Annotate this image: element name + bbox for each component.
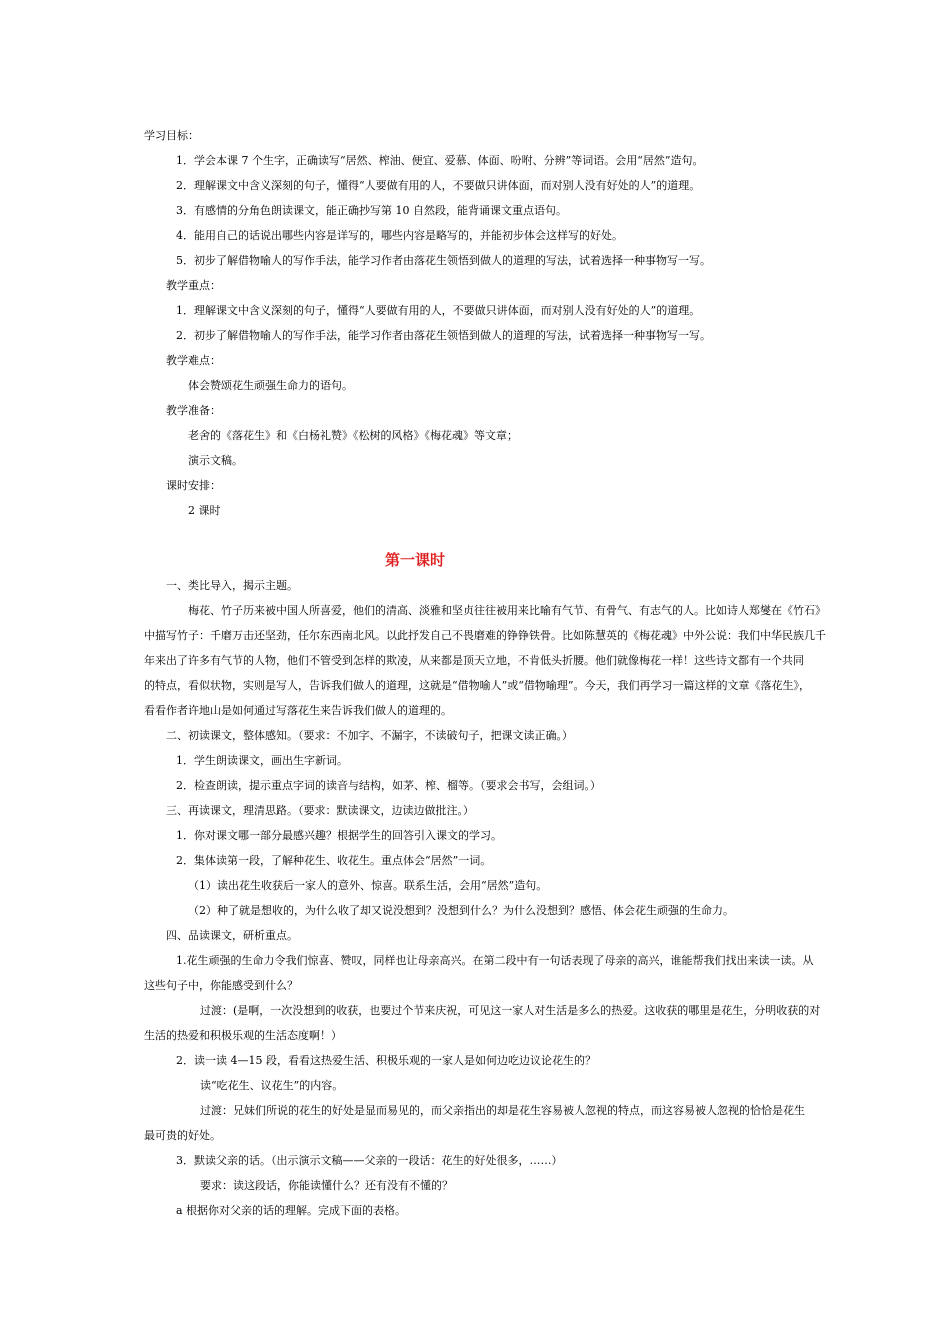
lesson-title: 第一课时 — [384, 551, 445, 569]
objective-item: 1．学会本课 7 个生字，正确读写“居然、榨油、便宜、爱慕、体面、吩咐、分辨”等词语。会用“居然”造句。 — [176, 154, 704, 167]
schedule-text: 2 课时 — [188, 504, 221, 517]
section4-transition-line: 过渡：兄妹们所说的花生的好处是显而易见的，而父亲指出的却是花生容易被人忽视的特点，而这容易被人忽视的恰恰是花生 — [200, 1104, 805, 1117]
section3-subitem: （1）读出花生收获后一家人的意外、惊喜。联系生活，会用“居然”造句。 — [188, 879, 548, 892]
section1-paragraph-line: 的特点，看似状物，实则是写人，告诉我们做人的道理，这就是“借物喻人”或“借物喻理”。今天，我们再学习一篇这样的文章《落花生》， — [144, 679, 810, 692]
section4-transition-line: 最可贵的好处。 — [144, 1129, 221, 1142]
section2-item: 2．检查朗读，提示重点字词的读音与结构，如茅、榨、榴等。（要求会书写，会组词。） — [176, 779, 601, 792]
section4-item1-line: 1.花生顽强的生命力令我们惊喜、赞叹，同样也让母亲高兴。在第二段中有一句话表现了母亲的高兴，谁能帮我们找出来读一读。从 — [176, 954, 814, 967]
section4-item3: 3．默读父亲的话。（出示演示文稿——父亲的一段话：花生的好处很多，……） — [176, 1154, 563, 1167]
section4-transition-line: 生活的热爱和积极乐观的生活态度啊！） — [144, 1029, 342, 1042]
key-point-item: 2．初步了解借物喻人的写作手法，能学习作者由落花生领悟到做人的道理的写法，试着选择一种事物写一写。 — [176, 329, 711, 342]
schedule-heading: 课时安排： — [166, 479, 221, 492]
section1-heading: 一、类比导入，揭示主题。 — [166, 579, 298, 592]
section1-paragraph-line: 中描写竹子：千磨万击还坚劲，任尔东西南北风。以此抒发自己不畏磨难的铮铮铁骨。比如陈慧英的《梅花魂》中外公说：我们中华民族几千 — [144, 629, 826, 642]
section1-paragraph-line: 年来出了许多有气节的人物，他们不管受到怎样的欺凌，从来都是顶天立地，不肯低头折腰。他们就像梅花一样！这些诗文都有一个共同 — [144, 654, 804, 667]
objective-item: 2．理解课文中含义深刻的句子，懂得“人要做有用的人，不要做只讲体面，而对别人没有好处的人”的道理。 — [176, 179, 701, 192]
objective-item: 4．能用自己的话说出哪些内容是详写的，哪些内容是略写的，并能初步体会这样写的好处。 — [176, 229, 623, 242]
section4-item3-requirement: 要求：读这段话，你能读懂什么？还有没有不懂的？ — [200, 1179, 453, 1192]
section2-heading: 二、初读课文，整体感知。（要求：不加字、不漏字，不读破句子，把课文读正确。） — [166, 729, 573, 742]
section3-subitem: （2）种了就是想收的，为什么收了却又说没想到？没想到什么？为什么没想到？感悟、体会花生顽强的生命力。 — [188, 904, 734, 917]
preparation-item: 演示文稿。 — [188, 454, 243, 467]
section4-transition-line: 过渡：(是啊，一次没想到的收获，也要过个节来庆祝，可见这一家人对生活是多么的热爱。这收获的哪里是花生，分明收获的对 — [200, 1004, 821, 1017]
preparation-heading: 教学准备： — [166, 404, 221, 417]
section4-item3-task: a 根据你对父亲的话的理解。完成下面的表格。 — [176, 1204, 407, 1217]
objective-item: 5．初步了解借物喻人的写作手法，能学习作者由落花生领悟到做人的道理的写法，试着选择一种事物写一写。 — [176, 254, 711, 267]
key-point-item: 1．理解课文中含义深刻的句子，懂得“人要做有用的人，不要做只讲体面，而对别人没有好处的人”的道理。 — [176, 304, 701, 317]
objectives-heading: 学习目标： — [144, 129, 199, 142]
section1-paragraph-line: 看看作者许地山是如何通过写落花生来告诉我们做人的道理的。 — [144, 704, 452, 717]
section4-item2: 2．读一读 4—15 段，看看这热爱生活、积极乐观的一家人是如何边吃边议论花生的？ — [176, 1054, 596, 1067]
section4-item1-line: 这些句子中，你能感受到什么？ — [144, 979, 298, 992]
key-points-heading: 教学重点： — [166, 279, 221, 292]
section4-item2-read: 读“吃花生、议花生”的内容。 — [200, 1079, 344, 1092]
preparation-item: 老舍的《落花生》和《白杨礼赞》《松树的风格》《梅花魂》等文章； — [188, 429, 518, 442]
section2-item: 1．学生朗读课文，画出生字新词。 — [176, 754, 348, 767]
section1-paragraph-line: 梅花、竹子历来被中国人所喜爱，他们的清高、淡雅和坚贞往往被用来比喻有气节、有骨气、有志气的人。比如诗人郑燮在《竹石》 — [188, 604, 826, 617]
section4-heading: 四、品读课文，研析重点。 — [166, 929, 298, 942]
difficulty-heading: 教学难点： — [166, 354, 221, 367]
section3-item: 1．你对课文哪一部分最感兴趣？根据学生的回答引入课文的学习。 — [176, 829, 502, 842]
difficulty-text: 体会赞颂花生顽强生命力的语句。 — [188, 379, 353, 392]
objective-item: 3．有感情的分角色朗读课文，能正确抄写第 10 自然段，能背诵课文重点语句。 — [176, 204, 567, 217]
section3-heading: 三、再读课文，理清思路。（要求：默读课文，边读边做批注。） — [166, 804, 474, 817]
section3-item: 2．集体读第一段，了解种花生、收花生。重点体会“居然”一词。 — [176, 854, 492, 867]
